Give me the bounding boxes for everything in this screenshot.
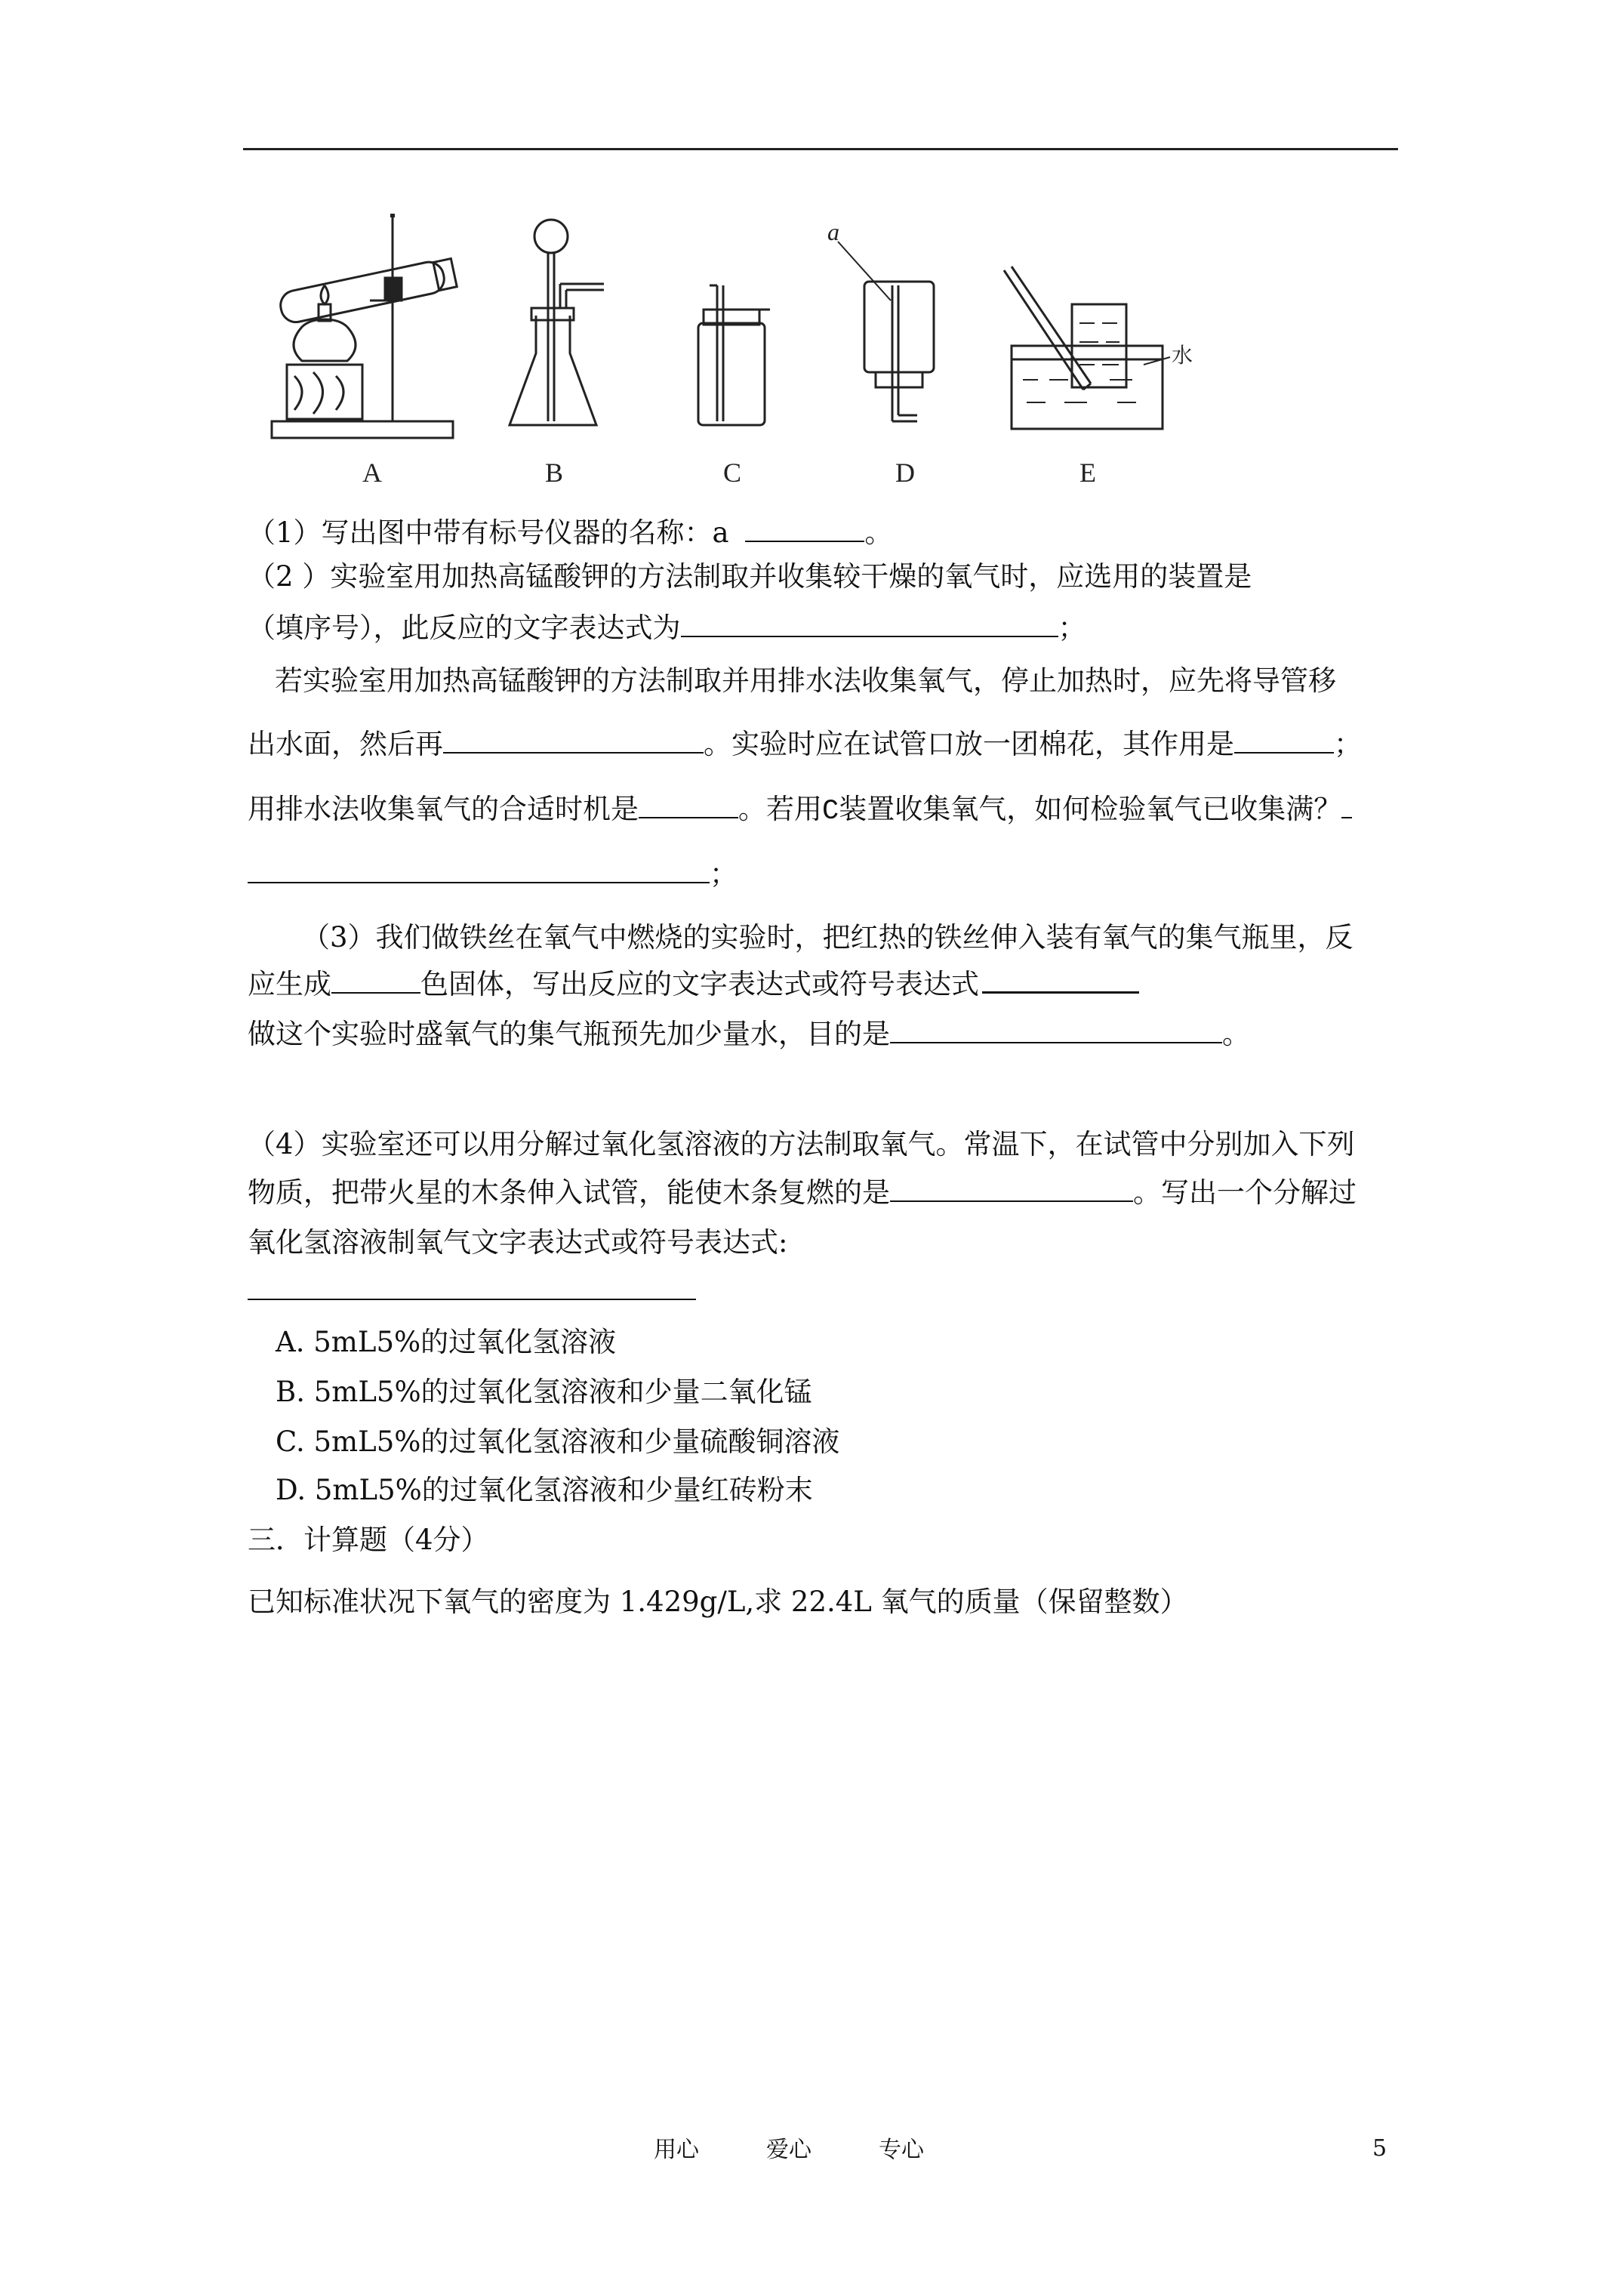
q2-line3: 若实验室用加热高锰酸钾的方法制取并用排水法收集氧气，停止加热时，应先将导管移 [275, 664, 1336, 697]
q2-line2: （填序号），此反应的文字表达式为 ； [248, 612, 1086, 644]
label-a-text: A [362, 458, 382, 488]
q4-line3: 氧化氢溶液制氧气文字表达式或符号表达式: [248, 1226, 788, 1259]
q3-line1: （3）我们做铁丝在氧气中燃烧的实验时，把红热的铁丝伸入装有氧气的集气瓶里，反 [302, 921, 1354, 954]
q3-equation-blank[interactable] [982, 969, 1139, 994]
q2-line1: （2 ）实验室用加热高锰酸钾的方法制取并收集较干燥的氧气时，应选用的装置是 [248, 560, 1252, 593]
q2-line6: ； [248, 856, 738, 892]
q3-purpose-blank[interactable] [890, 1019, 1222, 1043]
label-water: 水 [1172, 343, 1193, 368]
label-b-text: B [545, 458, 564, 488]
q1-blank[interactable] [745, 518, 864, 542]
apparatus-a [272, 214, 457, 438]
option-a: A. 5mL5%的过氧化氢溶液 [276, 1326, 617, 1358]
apparatus-d [838, 242, 934, 421]
q3-line3: 做这个实验时盛氧气的集气瓶预先加少量水，目的是 。 [248, 1018, 1250, 1050]
q4-equation-blank[interactable] [248, 1276, 696, 1300]
apparatus-figure [249, 195, 1246, 497]
q2-equation-blank[interactable] [681, 613, 1058, 637]
option-c: C. 5mL5%的过氧化氢溶液和少量硫酸铜溶液 [276, 1425, 840, 1458]
footer-item-3: 专心 [879, 2137, 924, 2163]
section3-question: 已知标准状况下氧气的密度为 1.429g/L,求 22.4L 氧气的质量（保留整数） [248, 1586, 1188, 1618]
label-d-text: D [895, 458, 915, 488]
q2-then-blank[interactable] [443, 729, 704, 754]
section3-title: 三．计算题（4分） [248, 1524, 489, 1556]
option-b: B. 5mL5%的过氧化氢溶液和少量二氧化锰 [276, 1376, 812, 1408]
q2-line4: 出水面，然后再 。实验时应在试管口放一团棉花，其作用是 ； [248, 728, 1362, 760]
q2-cotton-blank[interactable] [1234, 729, 1334, 754]
apparatus-b [510, 220, 604, 425]
label-c-text: C [723, 458, 742, 488]
footer-item-2: 爱心 [766, 2137, 812, 2163]
q3-line2: 应生成 色固体，写出反应的文字表达式或符号表达式 [248, 966, 1139, 1003]
label-a-pointer: a [827, 218, 839, 245]
label-e-text: E [1079, 458, 1096, 488]
q4-line1: （4）实验室还可以用分解过氧化氢溶液的方法制取氧气。常温下，在试管中分别加入下列 [248, 1128, 1355, 1160]
q2-line5: 用排水法收集氧气的合适时机是 。若用C装置收集氧气，如何检验氧气已收集满？ [248, 791, 1352, 830]
q3-color-blank[interactable] [331, 969, 420, 994]
option-d: D. 5mL5%的过氧化氢溶液和少量红砖粉末 [276, 1474, 813, 1506]
q4-line4 [248, 1273, 696, 1309]
q4-choice-blank[interactable] [890, 1178, 1133, 1202]
q1-line: （1）写出图中带有标号仪器的名称：a 。 [248, 516, 893, 549]
q4-line2: 物质，把带火星的木条伸入试管，能使木条复燃的是 。写出一个分解过 [248, 1176, 1357, 1209]
apparatus-c [698, 285, 770, 425]
q2-timing-blank[interactable] [639, 794, 738, 818]
page-number: 5 [1372, 2135, 1387, 2162]
footer-item-1: 用心 [654, 2137, 699, 2163]
apparatus-e [1004, 267, 1170, 429]
header-rule [243, 148, 1398, 150]
q2-check-blank[interactable] [248, 859, 710, 883]
